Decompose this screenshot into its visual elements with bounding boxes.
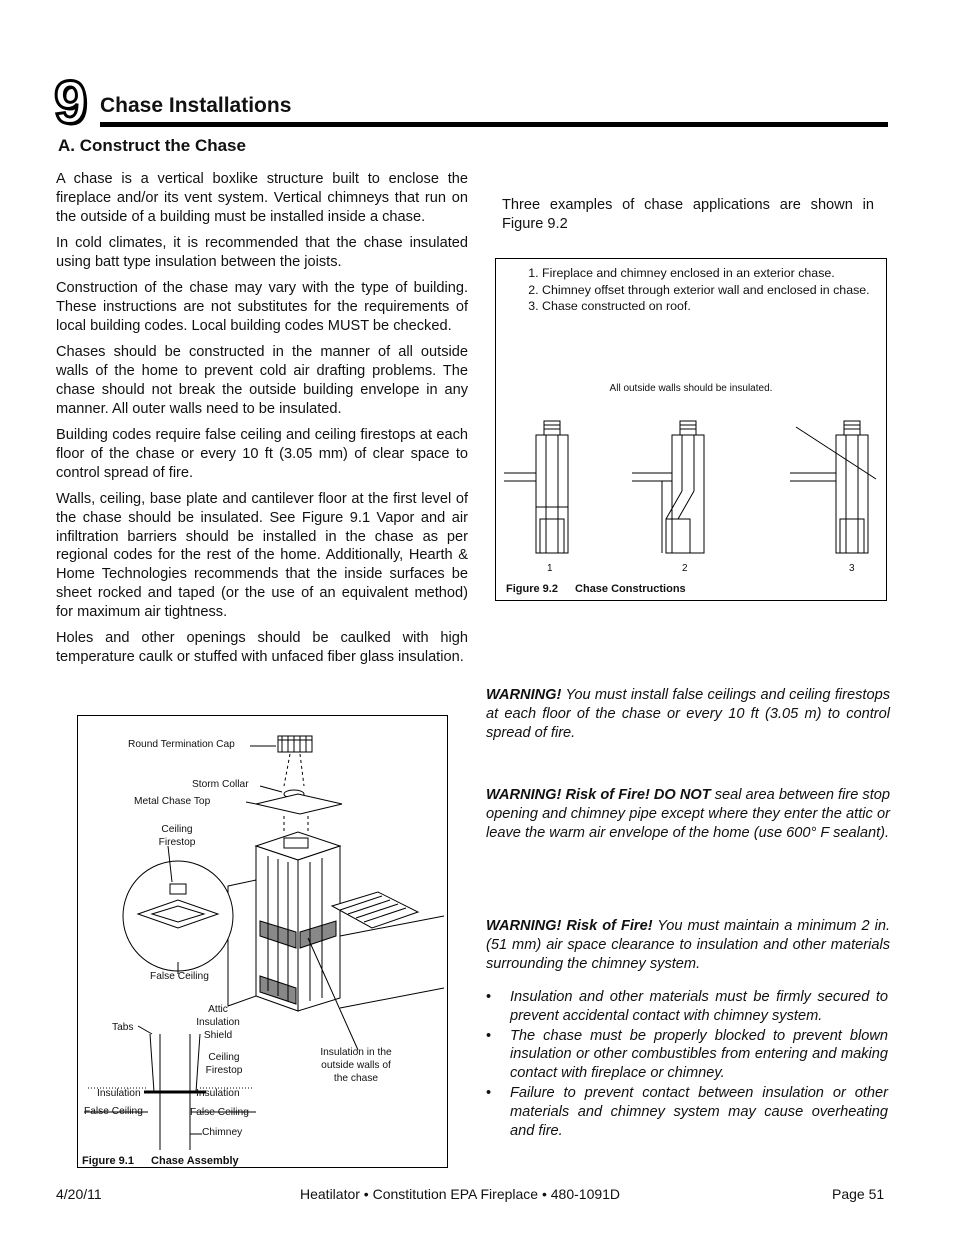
label-termination-cap: Round Termination Cap bbox=[128, 739, 235, 750]
label-storm-collar: Storm Collar bbox=[192, 779, 249, 790]
paragraph: Building codes require false ceiling and ceiling firestops at each floor of the chase or every 10 ft (3.05 mm) of clear space to control spread of fire. bbox=[56, 426, 468, 481]
label-attic-shield: Attic Insulation Shield bbox=[196, 1004, 240, 1041]
list-item: 2. Chimney offset through exterior wall and enclosed in chase. bbox=[542, 282, 882, 299]
body-column bbox=[56, 170, 468, 674]
label-false-ceiling-right: False Ceiling bbox=[190, 1107, 249, 1118]
label-ceiling-firestop: Ceiling Firestop bbox=[158, 824, 196, 848]
caption-title: Chase Constructions bbox=[575, 583, 686, 595]
figure-9-2 bbox=[495, 258, 887, 601]
warning-label: WARNING! Risk of Fire! DO NOT bbox=[486, 787, 711, 803]
bullet-item: • The chase must be properly blocked to prevent blown insulation or other combustibles from entering and making contact with fireplace or chimney. bbox=[486, 1027, 888, 1083]
list-item: 1. Fireplace and chimney enclosed in an exterior chase. bbox=[542, 265, 882, 282]
label-ceiling-firestop-2: Ceiling Firestop bbox=[205, 1052, 243, 1076]
bullet-item: • Insulation and other materials must be firmly secured to prevent accidental contact with chimney system. bbox=[486, 988, 888, 1026]
label-tabs: Tabs bbox=[112, 1022, 134, 1033]
label-chimney: Chimney bbox=[202, 1127, 243, 1138]
chase-constructions-illustration bbox=[496, 409, 886, 559]
bullet-item: • Failure to prevent contact between insulation or other materials and chimney system may cause overheating and fire. bbox=[486, 1084, 888, 1140]
label-insulation-right: Insulation bbox=[196, 1088, 240, 1099]
label-1: 1 bbox=[547, 563, 553, 574]
label-false-ceiling: False Ceiling bbox=[150, 971, 209, 982]
footer-title: Heatilator • Constitution EPA Fireplace • 480-1091D bbox=[300, 1186, 621, 1202]
warning-text: seal area between fire stop opening and chimney pipe except where they enter the attic or leave the warm air envelope of the home (use 600° F sealant). bbox=[486, 787, 890, 841]
label-chase-top: Metal Chase Top bbox=[134, 796, 211, 807]
footer-date: 4/20/11 bbox=[56, 1186, 102, 1202]
label-3: 3 bbox=[849, 563, 855, 574]
figure-9-1 bbox=[77, 715, 448, 1168]
intro-text: Three examples of chase applications are shown in Figure 9.2 bbox=[502, 197, 874, 232]
label-insulation-left: Insulation bbox=[97, 1088, 141, 1099]
label-insulation-walls: Insulation in the outside walls of the chase bbox=[320, 1047, 392, 1084]
warning-text: You must maintain a minimum 2 in. (51 mm) air space clearance to insulation and other materials surrounding the chimney system. bbox=[486, 918, 890, 972]
caption-title: Chase Assembly bbox=[151, 1155, 239, 1167]
warning-label: WARNING! Risk of Fire! bbox=[486, 918, 653, 934]
chapter-title: Chase Installations bbox=[100, 94, 292, 117]
bullet-list bbox=[486, 988, 888, 1141]
title-rule bbox=[100, 122, 888, 127]
footer-page: Page 51 bbox=[832, 1186, 885, 1202]
figure-list bbox=[506, 265, 882, 315]
caption-number: Figure 9.2 bbox=[506, 583, 558, 595]
warning-2 bbox=[486, 786, 890, 842]
warning-text: You must install false ceilings and ceiling firestops at each floor of the chase or every 10 ft (3.05 m) to control spread of fire. bbox=[486, 687, 890, 741]
warning-1 bbox=[486, 686, 890, 742]
warning-3 bbox=[486, 917, 890, 973]
warning-label: WARNING! bbox=[486, 687, 562, 703]
paragraph: Holes and other openings should be caulked with high temperature caulk or stuffed with unfaced fiber glass insulation. bbox=[56, 630, 468, 665]
figure-caption bbox=[506, 583, 686, 595]
chapter-number: 9 bbox=[54, 69, 88, 136]
paragraph: Construction of the chase may vary with the type of building. These instructions are not substitutes for the requirements of local building codes. Local building codes MUST be checked. bbox=[56, 280, 468, 334]
figure-caption bbox=[82, 1155, 239, 1167]
paragraph: In cold climates, it is recommended that the chase insulated using batt type insulation between the joists. bbox=[56, 234, 468, 270]
figure-note: All outside walls should be insulated. bbox=[609, 383, 773, 394]
paragraph: Chases should be constructed in the manner of all outside walls of the home to prevent cold air drafting problems. The chase should not break the outside building envelope in any manner. All outer walls need to be insulated. bbox=[56, 344, 468, 417]
label-2: 2 bbox=[682, 563, 688, 574]
caption-number: Figure 9.1 bbox=[82, 1155, 134, 1167]
paragraph: Walls, ceiling, base plate and cantilever floor at the first level of the chase should be insulated. See Figure 9.1 Vapor and air infiltration barriers should be installed in the chase as per regional codes for the rest of the home. Additionally, Hearth & Home Technologies recommends that the inside surfaces be sheet rocked and taped (or the use of an equivalent method) for maximum air tightness. bbox=[56, 490, 468, 620]
section-title: A. Construct the Chase bbox=[58, 136, 246, 155]
list-item: 3. Chase constructed on roof. bbox=[542, 298, 882, 315]
paragraph: A chase is a vertical boxlike structure built to enclose the fireplace and/or its vent system. Vertical chimneys that run on the outside of a building must be installed inside a chase. bbox=[56, 171, 468, 225]
label-false-ceiling-left: False Ceiling bbox=[84, 1106, 143, 1117]
